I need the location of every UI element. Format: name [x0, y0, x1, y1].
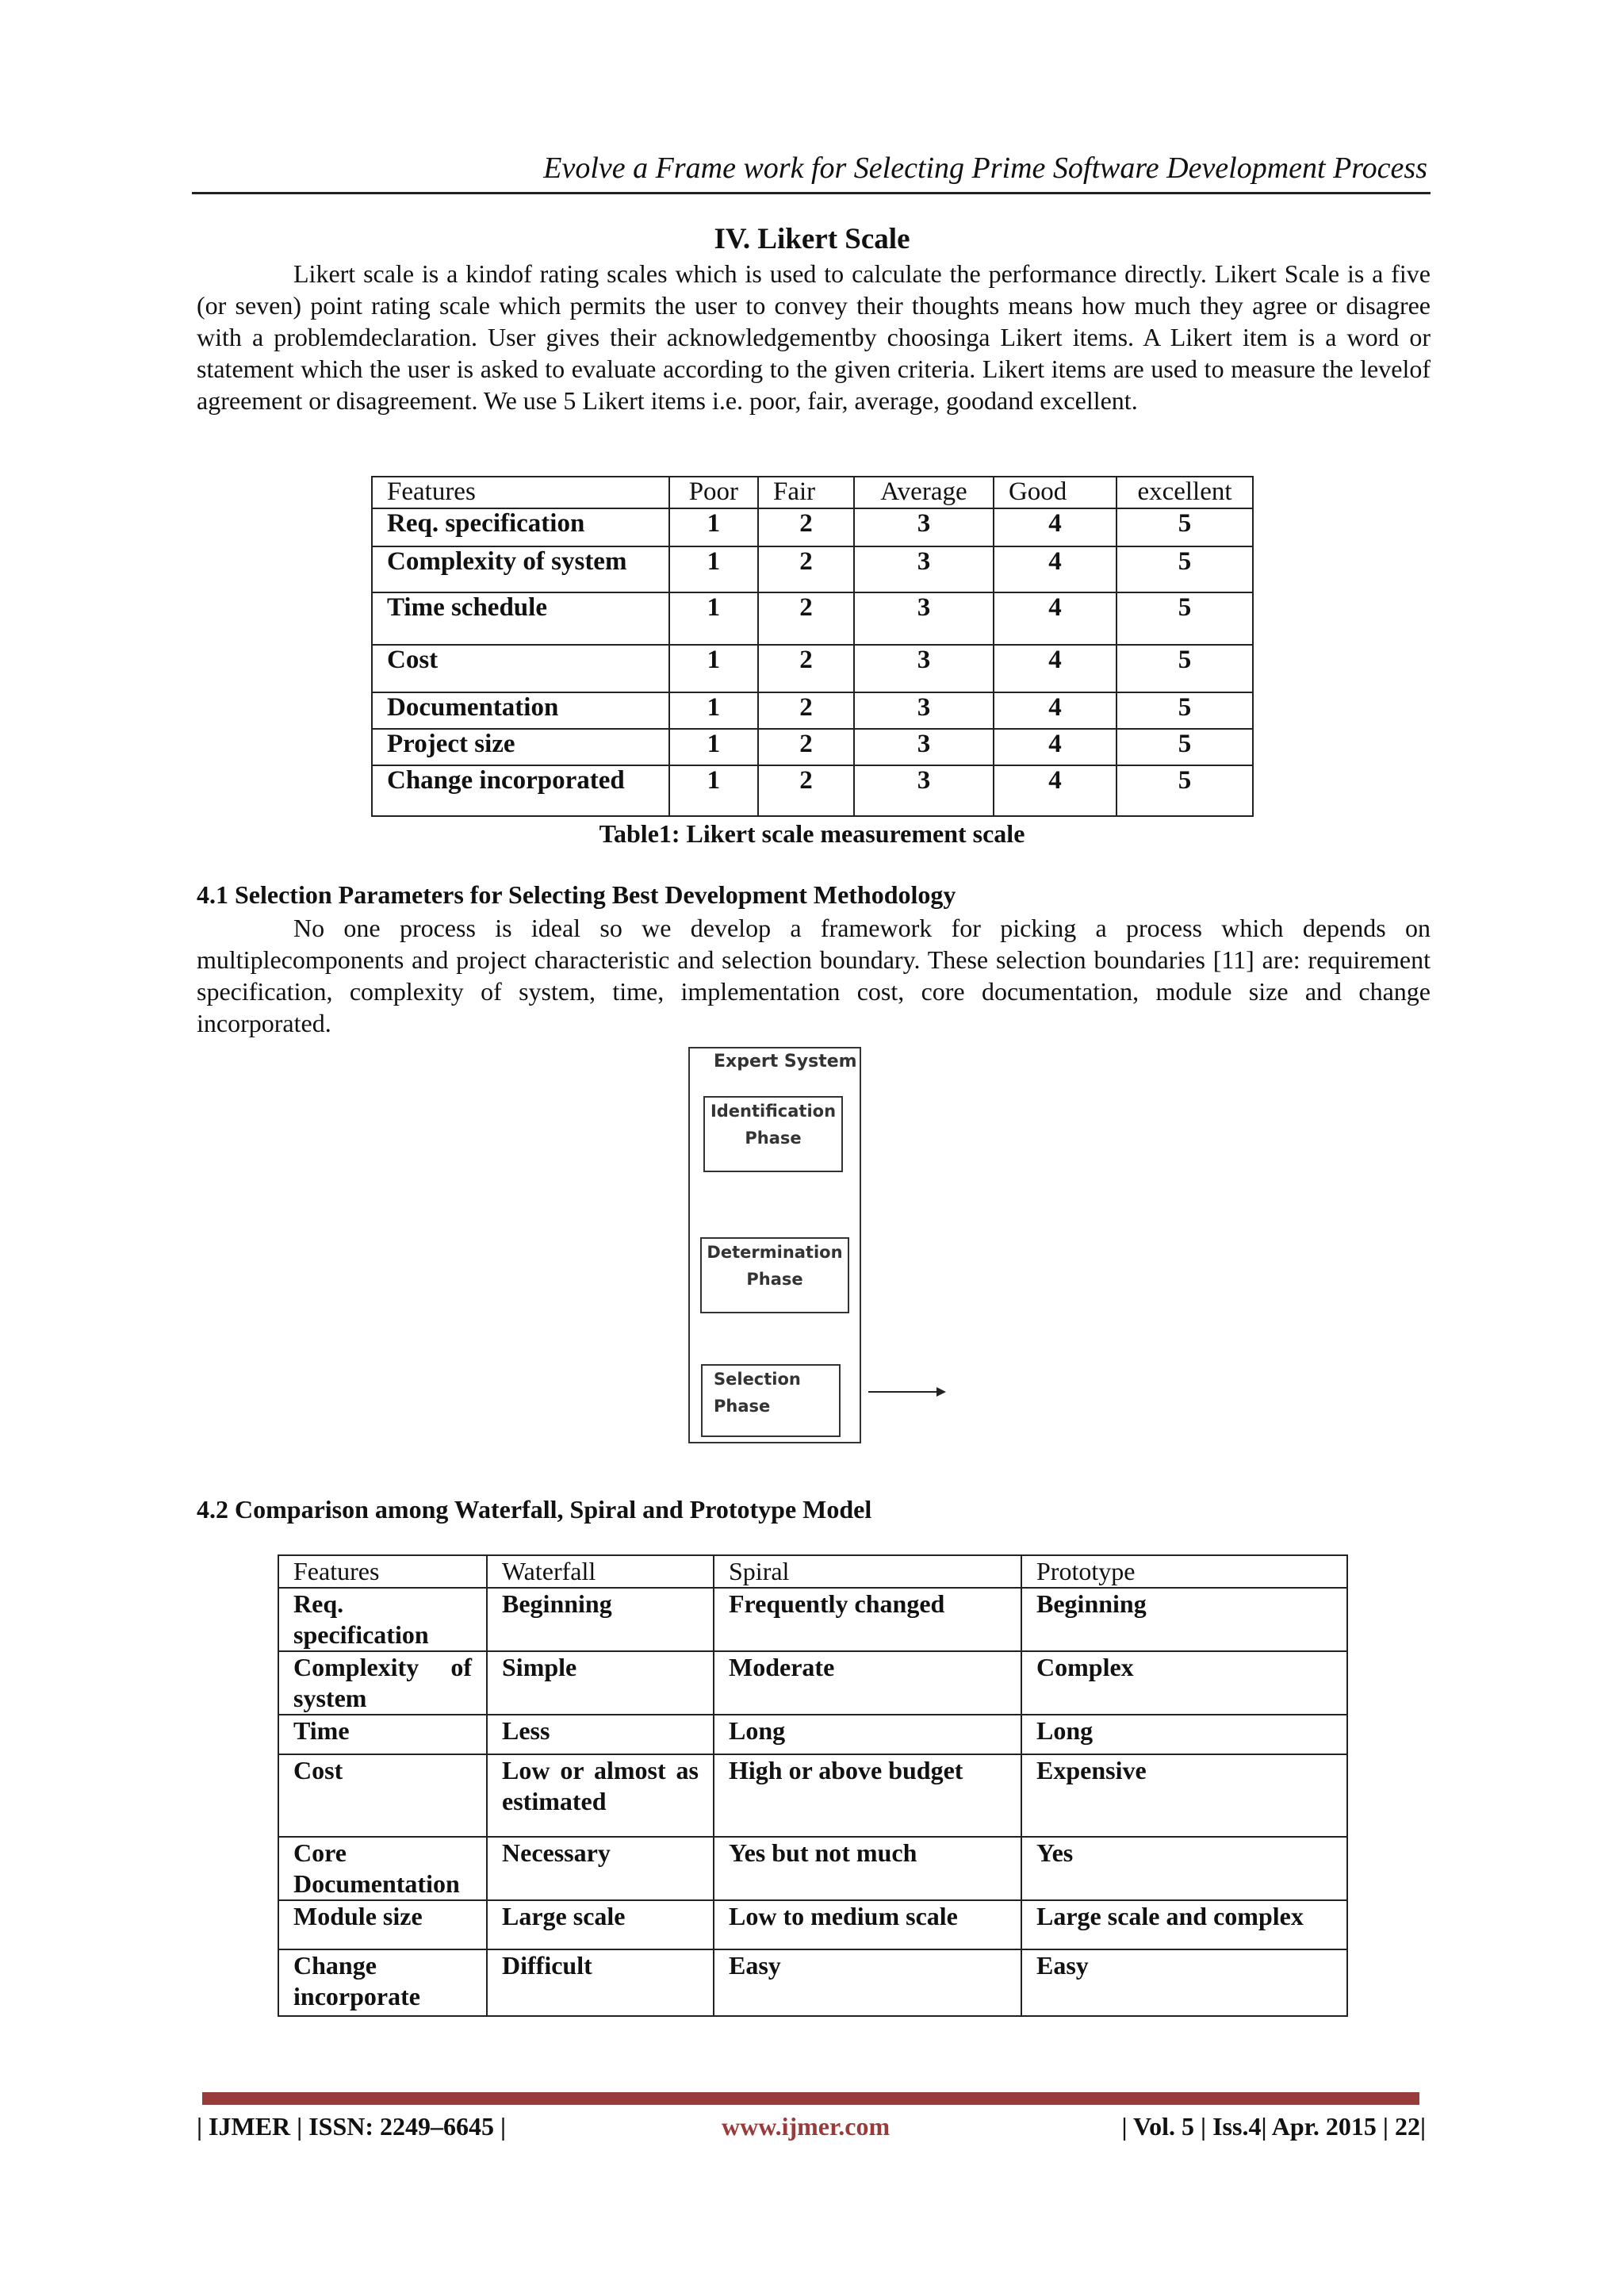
identification-phase-box — [703, 1096, 843, 1172]
table-cell: 3 — [854, 729, 994, 765]
table-cell: Cost — [278, 1754, 487, 1837]
table-cell: 5 — [1116, 765, 1253, 816]
table-cell: Beginning — [487, 1588, 714, 1651]
table-cell: Moderate — [714, 1651, 1021, 1715]
table-cell: 2 — [758, 645, 854, 692]
table-cell: Documentation — [372, 692, 669, 729]
section-title: IV. Likert Scale — [714, 223, 910, 255]
column-header: excellent — [1116, 477, 1253, 508]
table-cell: 4 — [994, 645, 1116, 692]
column-header: Spiral — [714, 1555, 1021, 1588]
column-header: Features — [278, 1555, 487, 1588]
running-header: Evolve a Frame work for Selecting Prime Software Development Process — [543, 151, 1427, 185]
table-cell: 1 — [669, 692, 758, 729]
table-row — [372, 729, 1253, 765]
phase-label: Phase — [745, 1129, 802, 1148]
footer-journal-info: | IJMER | ISSN: 2249–6645 | — [197, 2112, 507, 2141]
table-cell: Less — [487, 1715, 714, 1754]
likert-table — [371, 476, 1254, 817]
table-cell: 3 — [854, 645, 994, 692]
table-cell: Complexity of system — [278, 1651, 487, 1715]
table-cell: 1 — [669, 729, 758, 765]
table-cell: 5 — [1116, 508, 1253, 546]
table-cell: Req. specification — [372, 508, 669, 546]
table-cell: 2 — [758, 592, 854, 645]
table-cell: 2 — [758, 546, 854, 592]
table-cell: 4 — [994, 592, 1116, 645]
table-cell: 3 — [854, 592, 994, 645]
determination-phase-box — [700, 1237, 849, 1313]
table-cell: Necessary — [487, 1837, 714, 1900]
column-header: Prototype — [1021, 1555, 1347, 1588]
table-cell: 4 — [994, 729, 1116, 765]
table-cell: 2 — [758, 692, 854, 729]
phase-label: Identification — [710, 1102, 837, 1121]
footer-issue-info: | Vol. 5 | Iss.4| Apr. 2015 | 22| — [1121, 2112, 1426, 2141]
table-cell: Module size — [278, 1900, 487, 1949]
table-header-row — [372, 477, 1253, 508]
table-row — [278, 1715, 1347, 1754]
header-rule — [192, 192, 1431, 194]
table-row — [372, 645, 1253, 692]
table-cell: Project size — [372, 729, 669, 765]
phase-label: Phase — [714, 1397, 771, 1416]
table-cell: Easy — [1021, 1949, 1347, 2016]
table-cell: Simple — [487, 1651, 714, 1715]
table-cell: Req. specification — [278, 1588, 487, 1651]
table-row — [372, 765, 1253, 816]
table-cell: Large scale — [487, 1900, 714, 1949]
column-header: Features — [372, 477, 669, 508]
table-cell: Yes but not much — [714, 1837, 1021, 1900]
table-cell: 4 — [994, 508, 1116, 546]
table-cell: Change incorporated — [372, 765, 669, 816]
table-row — [278, 1949, 1347, 2016]
table-cell: 5 — [1116, 546, 1253, 592]
phase-label: Selection — [714, 1370, 801, 1389]
table-cell: Long — [1021, 1715, 1347, 1754]
table-cell: 5 — [1116, 592, 1253, 645]
section-paragraph: Likert scale is a kindof rating scales which is used to calculate the performance directly. Likert Scale is a five (or seven) point rating scale which permits the user to convey their thoughts means how much they agree or disagree with a problemdeclaration. User gives their acknowledgementby choosinga Likert items. A Likert item is a word or statement which the user is asked to evaluate according to the given criteria. Likert items are used to measure the levelof agreement or disagreement. We use 5 Likert items i.e. poor, fair, average, goodand excellent. — [197, 259, 1431, 415]
footer-rule — [202, 2092, 1419, 2105]
expert-system-diagram — [688, 1047, 861, 1443]
phase-label: Phase — [746, 1270, 803, 1289]
table-cell: 5 — [1116, 645, 1253, 692]
table-cell: 3 — [854, 546, 994, 592]
table-row — [372, 692, 1253, 729]
table-cell: Expensive — [1021, 1754, 1347, 1837]
table-cell: 2 — [758, 729, 854, 765]
table-cell: Long — [714, 1715, 1021, 1754]
subsection-title: 4.1 Selection Parameters for Selecting Best Development Methodology — [197, 880, 956, 909]
column-header: Poor — [669, 477, 758, 508]
table-cell: Low or almost as estimated — [487, 1754, 714, 1837]
table-cell: 5 — [1116, 729, 1253, 765]
column-header: Fair — [758, 477, 854, 508]
table-cell: Change incorporate — [278, 1949, 487, 2016]
table-row — [278, 1588, 1347, 1651]
table-cell: 1 — [669, 546, 758, 592]
table-cell: Beginning — [1021, 1588, 1347, 1651]
table-row — [372, 508, 1253, 546]
table-row — [372, 592, 1253, 645]
table-cell: 2 — [758, 508, 854, 546]
table-caption: Table1: Likert scale measurement scale — [599, 819, 1025, 848]
table-cell: 1 — [669, 645, 758, 692]
table-cell: 1 — [669, 765, 758, 816]
table-cell: Time schedule — [372, 592, 669, 645]
table-cell: 3 — [854, 692, 994, 729]
table-cell: 4 — [994, 765, 1116, 816]
table-cell: Complexity of system — [372, 546, 669, 592]
column-header: Waterfall — [487, 1555, 714, 1588]
table-cell: 5 — [1116, 692, 1253, 729]
table-row — [278, 1900, 1347, 1949]
table-cell: Large scale and complex — [1021, 1900, 1347, 1949]
comparison-table — [278, 1554, 1348, 2017]
table-row — [278, 1837, 1347, 1900]
table-row — [372, 546, 1253, 592]
footer-website-link[interactable]: www.ijmer.com — [722, 2112, 891, 2141]
table-cell: 1 — [669, 508, 758, 546]
table-header-row — [278, 1555, 1347, 1588]
table-cell: 3 — [854, 508, 994, 546]
table-cell: 2 — [758, 765, 854, 816]
column-header: Good — [994, 477, 1116, 508]
table-cell: Core Documentation — [278, 1837, 487, 1900]
table-row — [278, 1754, 1347, 1837]
table-cell: 4 — [994, 692, 1116, 729]
table-cell: 1 — [669, 592, 758, 645]
subsection-paragraph: No one process is ideal so we develop a framework for picking a process which depends on multiplecomponents and project characteristic and selection boundary. These selection boundaries [11] are: requirement specification, complexity of system, time, implementation cost, core documentation, module size and change incorporated. — [197, 914, 1431, 1037]
selection-phase-box — [701, 1364, 841, 1437]
table-cell: Cost — [372, 645, 669, 692]
table-row — [278, 1651, 1347, 1715]
table-cell: 3 — [854, 765, 994, 816]
table-cell: Time — [278, 1715, 487, 1754]
table-cell: Low to medium scale — [714, 1900, 1021, 1949]
table-cell: High or above budget — [714, 1754, 1021, 1837]
diagram-title: Expert System — [714, 1052, 857, 1071]
table-cell: 4 — [994, 546, 1116, 592]
table-cell: Complex — [1021, 1651, 1347, 1715]
table-cell: Difficult — [487, 1949, 714, 2016]
table-cell: Easy — [714, 1949, 1021, 2016]
arrow-right-icon — [868, 1380, 948, 1404]
table-cell: Yes — [1021, 1837, 1347, 1900]
column-header: Average — [854, 477, 994, 508]
phase-label: Determination — [707, 1243, 843, 1262]
subsection-title: 4.2 Comparison among Waterfall, Spiral and Prototype Model — [197, 1495, 872, 1524]
table-cell: Frequently changed — [714, 1588, 1021, 1651]
